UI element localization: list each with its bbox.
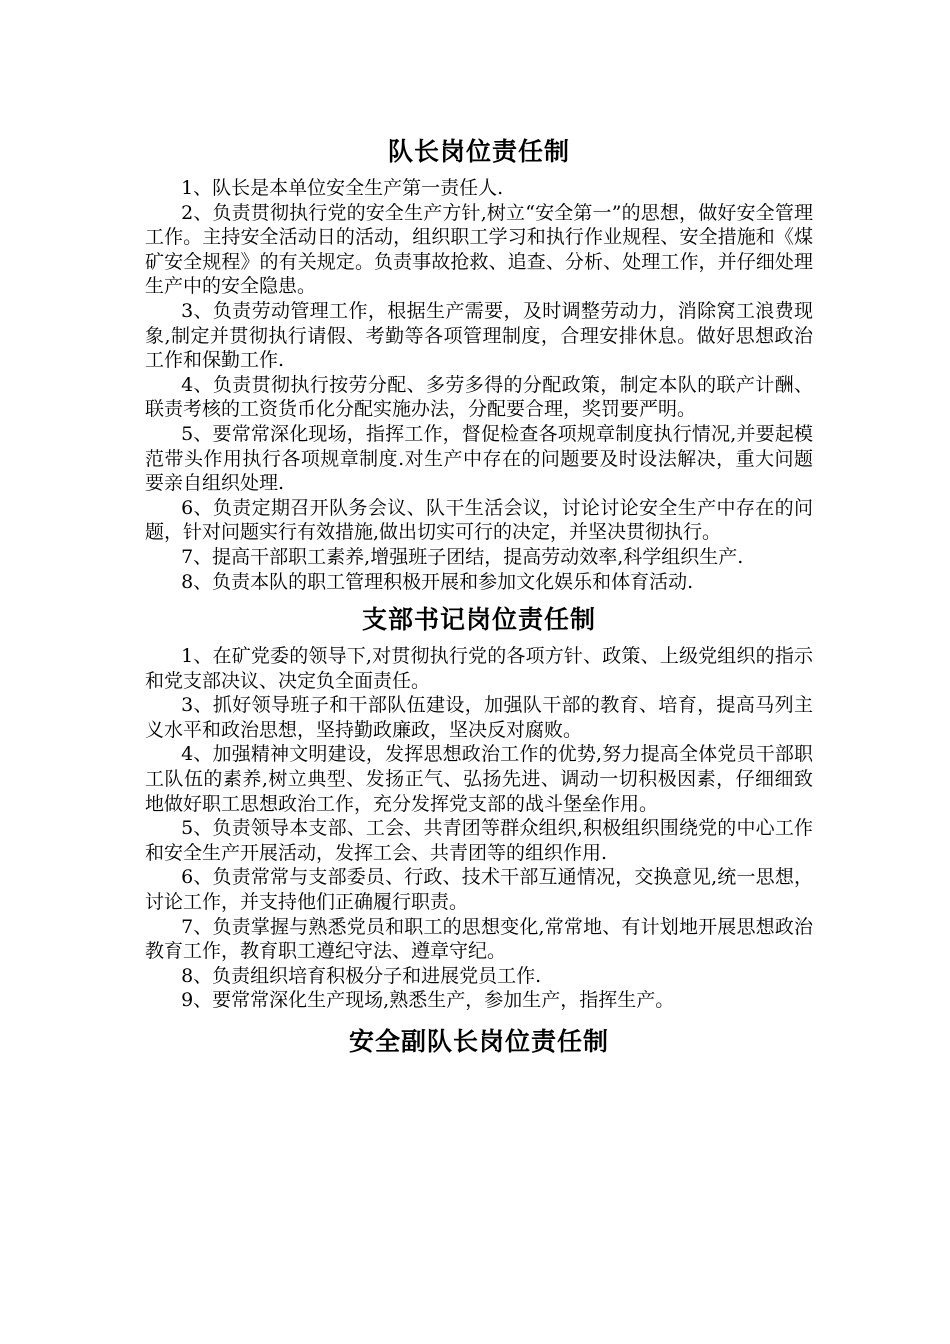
list-item: 7、提高干部职工素养,增强班子团结，提高劳动效率,科学组织生产. [181, 545, 744, 568]
list-item: 9、要常常深化生产现场,熟悉生产，参加生产，指挥生产。 [181, 989, 675, 1012]
list-item: 1、队长是本单位安全生产第一责任人. [181, 177, 504, 199]
list-item: 5、要常常深化现场，指挥工作，督促检查各项规章制度执行情况,并要起模范带头作用执行各项规章制度.对生产中存在的问题要及时设法解决，重大问题要亲自组织处理. [145, 422, 813, 495]
list-item: 6、负责常常与支部委员、行政、技术干部互通情况，交换意见,统一思想，讨论工作，并支持他们正确履行职责。 [145, 866, 813, 914]
list-item: 8、负责本队的职工管理积极开展和参加文化娱乐和体育活动. [181, 570, 694, 593]
list-item: 3、抓好领导班子和干部队伍建设，加强队干部的教育、培育，提高马列主义水平和政治思想，坚持勤政廉政，坚决反对腐败。 [145, 694, 813, 741]
list-item: 2、负责贯彻执行党的安全生产方针,树立“安全第一”的思想，做好安全管理工作。主持安全活动日的活动，组织职工学习和执行作业规程、安全措施和《煤矿安全规程》的有关规定。负责事故抢救、追查、分析、处理工作，并仔细处理生产中的安全隐患。 [145, 201, 813, 298]
list-item: 1、在矿党委的领导下,对贯彻执行党的各项方针、政策、上级党组织的指示和党支部决议、决定负全面责任。 [145, 645, 813, 692]
list-item: 5、负责领导本支部、工会、共青团等群众组织,积极组织围绕党的中心工作和安全生产开展活动，发挥工会、共青团等的组织作用. [145, 817, 813, 864]
captain-duties-list [145, 176, 813, 594]
secretary-duties-list [145, 644, 813, 1013]
list-item: 6、负责定期召开队务会议、队干生活会议，讨论讨论安全生产中存在的问题，针对问题实行有效措施,做出切实可行的决定，并坚决贯彻执行。 [145, 496, 813, 544]
list-item: 7、负责掌握与熟悉党员和职工的思想变化,常常地、有计划地开展思想政治教育工作，教育职工遵纪守法、遵章守纪。 [145, 915, 813, 963]
list-item: 8、负责组织培育积极分子和进展党员工作. [181, 964, 542, 987]
section-title-captain: 队长岗位责任制 [387, 137, 570, 166]
section-title-safety-deputy-captain: 安全副队长岗位责任制 [348, 1027, 609, 1056]
list-item: 3、负责劳动管理工作，根据生产需要，及时调整劳动力，消除窝工浪费现象,制定并贯彻执行请假、考勤等各项管理制度，合理安排休息。做好思想政治工作和保勤工作. [145, 299, 813, 372]
section-title-branch-secretary: 支部书记岗位责任制 [361, 605, 596, 635]
document-page [145, 128, 813, 1065]
list-item: 4、加强精神文明建设，发挥思想政治工作的优势,努力提高全体党员干部职工队伍的素养,树立典型、发扬正气、弘扬先进、调动一切积极因素，仔细细致地做好职工思想政治工作，充分发挥党支部的战斗堡垒作用。 [145, 743, 813, 815]
list-item: 4、负责贯彻执行按劳分配、多劳多得的分配政策，制定本队的联产计酬、联责考核的工资货币化分配实施办法，分配要合理，奖罚要严明。 [145, 373, 813, 421]
